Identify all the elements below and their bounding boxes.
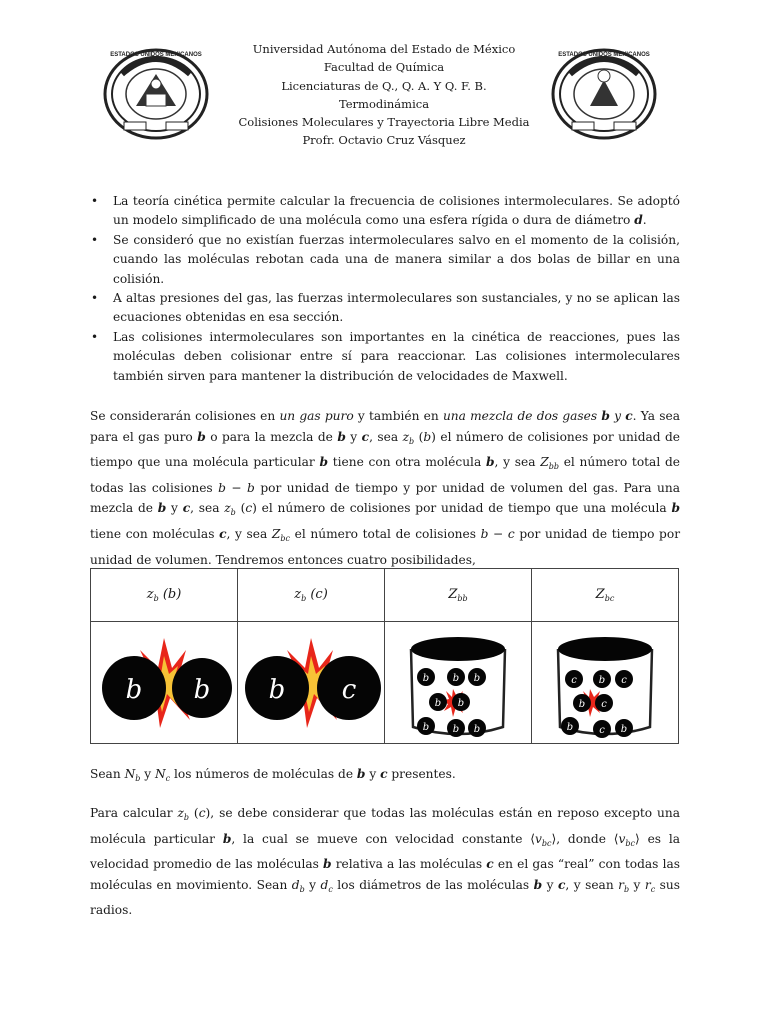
svg-text:c: c — [599, 724, 605, 736]
bullet-text: La teoría cinética permite calcular la frecuencia de colisiones intermoleculares. Se adoptó un modelo simplificado de una molécula como una esfera rígida o dura de diámetro — [113, 194, 680, 228]
illustration-container-bb — [385, 622, 532, 744]
bullet-text: Se consideró que no existían fuerzas intermoleculares salvo en el momento de la colisión, cuando las moléculas rebotan cada una de manera similar a dos bolas de billar en una colisión. — [113, 232, 680, 286]
svg-text:b: b — [422, 721, 430, 733]
molecule-b-label: b — [193, 674, 211, 705]
bullet-text: Las colisiones intermoleculares son importantes en la cinética de reacciones, pues las moléculas deben colisionar entre sí para reaccionar. Las colisiones intermoleculares también sirven para mantener la distribución de velocidades de Maxwell. — [113, 329, 680, 383]
svg-text:b: b — [434, 697, 442, 709]
bullet-list — [90, 192, 680, 386]
header-topic: Colisiones Moleculares y Trayectoria Libre Media — [238, 115, 530, 130]
bullet-item: • La teoría cinética permite calcular la frecuencia de colisiones intermoleculares. Se adoptó un modelo simplificado de una molécula como una esfera rígida o dura de diámetro d. — [91, 194, 680, 228]
bullet-item: • Se consideró que no existían fuerzas intermoleculares salvo en el momento de la colisión, cuando las moléculas rebotan cada una de manera similar a dos bolas de billar en una colisión. — [91, 232, 680, 286]
svg-text:b: b — [452, 723, 460, 735]
svg-text:b: b — [422, 672, 430, 684]
header-degrees: Licenciaturas de Q., Q. A. Y Q. F. B. — [281, 78, 487, 93]
header-university: Universidad Autónoma del Estado de México — [252, 42, 516, 56]
paragraph-zb-c-calculation: Para calcular $z_b$ (c), se debe considerar que todas las moléculas están en reposo excepto una molécula particular b, la cual se mueve con velocidad constante $⟨v_{bc}⟩$, donde $⟨v_{bc}⟩$ es la velocidad promedio de las moléculas b relativa a las moléculas c en el gas “real” con todas las moléculas en movimiento. Sean $d_b$ y $d_c$ los diámetros de las moléculas b y c, y sean $r_b$ y $r_c$ sus radios. — [90, 806, 681, 918]
molecule-c-label: c — [341, 674, 357, 705]
svg-text:b: b — [452, 672, 460, 684]
svg-text:c: c — [571, 674, 577, 686]
header-Zbc: $Z_{bc}$ — [532, 569, 679, 622]
svg-text:b: b — [473, 672, 481, 684]
seal-left-top-text: ESTADOS UNIDOS MEXICANOS — [110, 52, 202, 58]
header-zb-b: $z_b$ (b) — [91, 569, 238, 622]
svg-text:c: c — [621, 674, 627, 686]
bullet-item: • A altas presiones del gas, las fuerzas intermoleculares son sustanciales, y no se aplican las ecuaciones obtenidas en esa sección. — [91, 291, 680, 325]
svg-text:b: b — [620, 723, 628, 735]
header-Zbb: $Z_{bb}$ — [385, 569, 532, 622]
illustration-b-b — [91, 622, 238, 744]
seal-right-top-text: ESTADOS UNIDOS MEXICANOS — [558, 52, 650, 58]
svg-text:b: b — [566, 721, 574, 733]
header-zb-c: $z_b$ (c) — [238, 569, 385, 622]
var-d: d — [634, 213, 643, 228]
bullet-text: A altas presiones del gas, las fuerzas intermoleculares son sustanciales, y no se aplican las ecuaciones obtenidas en esa sección. — [113, 291, 680, 325]
illustration-b-c — [238, 622, 385, 744]
illustration-container-bc — [532, 622, 679, 744]
svg-text:c: c — [601, 698, 607, 710]
bullet-item: • Las colisiones intermoleculares son importantes en la cinética de reacciones, pues las moléculas deben colisionar entre sí para reaccionar. Las colisiones intermoleculares también sirven para mantener la distribución de velocidades de Maxwell. — [91, 329, 680, 383]
molecule-b-label: b — [125, 674, 143, 705]
paragraph-collisions-intro: Se considerarán colisiones en un gas puro y también en una mezcla de dos gases b y c. Ya sea para el gas puro b o para la mezcla de b y c, sea $z_b$ (b) el número de colisiones por unidad de tiempo que una molécula particular b tiene con otra molécula b, y sea $Z_{bb}$ el número total de todas las colisiones b − b por unidad de tiempo y por unidad de volumen del gas. Para una mezcla de b y c, sea $z_b$ (c) el número de colisiones por unidad de tiempo que una molécula b tiene con moléculas c, y sea $Z_{bc}$ el número total de colisiones b − c por unidad de tiempo por unidad de volumen. Tendremos entonces cuatro posibilidades, — [90, 409, 681, 567]
document-header — [200, 40, 568, 150]
svg-text:b: b — [578, 698, 586, 710]
collision-cases-table — [90, 568, 679, 744]
university-seal-left — [102, 44, 210, 140]
svg-text:b: b — [598, 674, 606, 686]
header-professor: Profr. Octavio Cruz Vásquez — [302, 133, 466, 148]
paragraph-molecule-counts: Sean $N_b$ y $N_c$ los números de moléculas de b y c presentes. — [90, 767, 456, 783]
header-faculty: Facultad de Química — [323, 60, 445, 75]
header-course: Termodinámica — [338, 96, 430, 111]
svg-text:b: b — [457, 697, 465, 709]
molecule-b-label: b — [268, 674, 286, 705]
table-illustration-row — [91, 622, 679, 744]
table-header-row — [91, 569, 679, 622]
svg-text:b: b — [473, 723, 481, 735]
